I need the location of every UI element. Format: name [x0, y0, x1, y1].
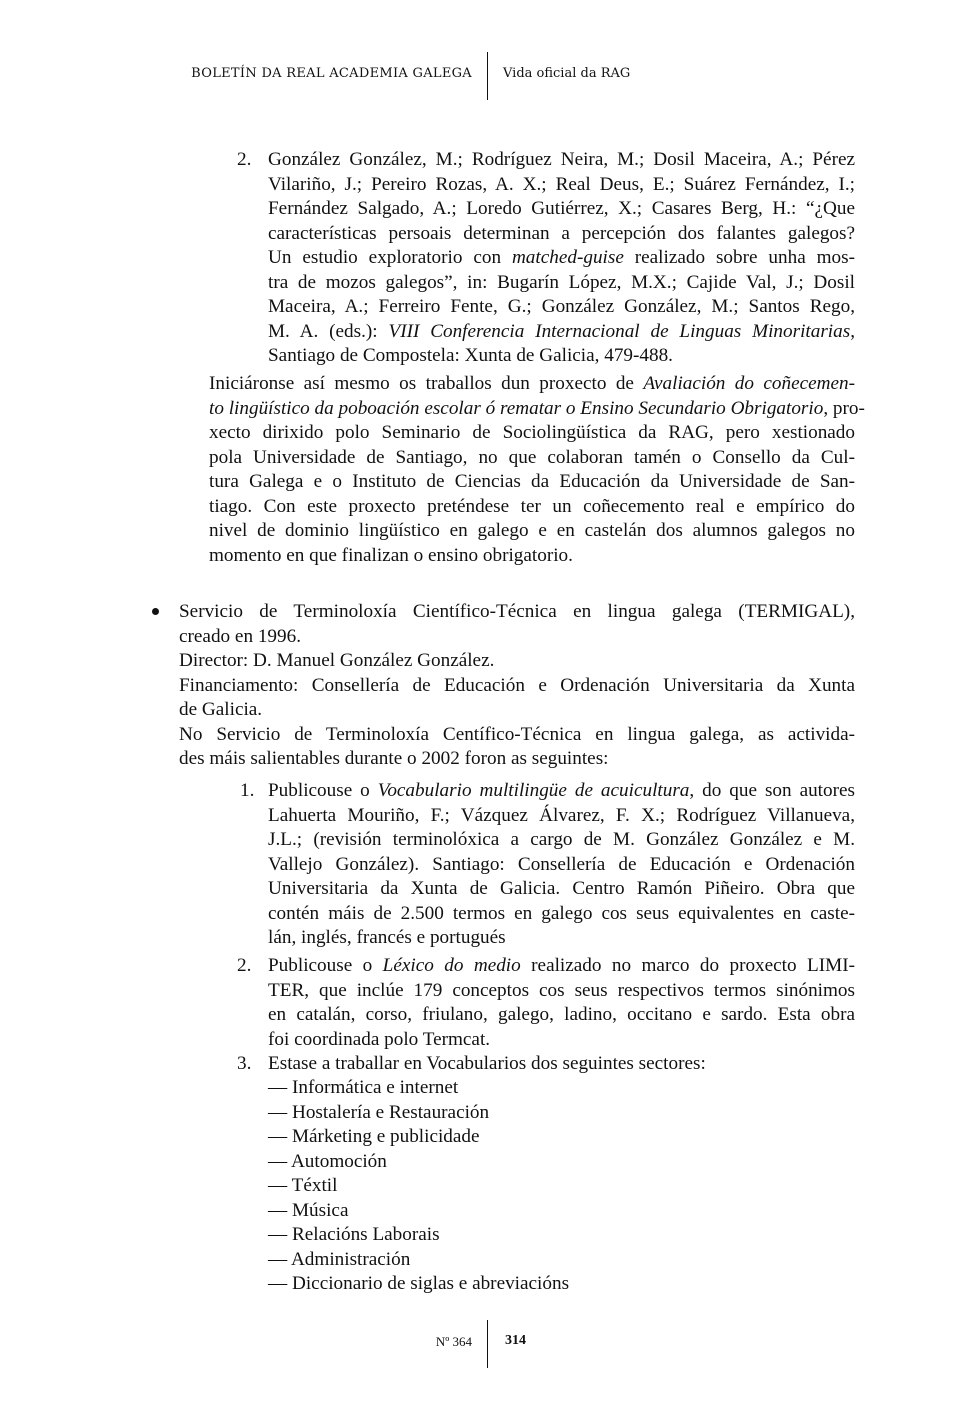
sector-item: — Automoción [268, 1150, 387, 1172]
dash-icon: — [268, 1150, 291, 1172]
activity-line: en catalán, corso, friulano, galego, ladino, occitano e sardo. Esta obra [268, 1004, 855, 1025]
issue-number: Nº 364 [435, 1334, 472, 1349]
reference-line: tra de mozos galegos”, in: Bugarín López, M.X.; Cajide Val, J.; Dosil [268, 271, 855, 293]
reference-line: Santiago de Compostela: Xunta de Galicia, 479-488. [268, 345, 673, 366]
activity-number: 3. [237, 1053, 252, 1074]
running-footer [0, 1320, 975, 1370]
activity-2 [268, 954, 855, 1052]
activity-line: Publicouse o Vocabulario multilingüe de acuicultura, do que son autores [268, 780, 855, 801]
sector-item: — Música [268, 1199, 349, 1221]
section-title-line: Servicio de Terminoloxía Científico-Técnica en lingua galega (TERMIGAL), [179, 601, 855, 622]
intro-line: des máis salientables durante o 2002 foron as seguintes: [179, 748, 609, 769]
termigal-section [179, 600, 855, 772]
reference-line: características persoais determinan a percepción dos falantes galegos? [268, 222, 855, 244]
intro-line: No Servicio de Terminoloxía Centífico-Técnica en lingua galega, as activida- [179, 723, 855, 745]
dash-icon: — [268, 1175, 292, 1196]
funding-line: Financiamento: Consellería de Educación e Ordenación Universitaria da Xunta [179, 674, 855, 696]
sector-item: — Hostalería e Restauración [268, 1101, 490, 1123]
activity-line: J.L.; (revisión terminolóxica a cargo de M. González González e M. [268, 829, 855, 850]
activity-line: Lahuerta Mouriño, F.; Vázquez Álvarez, F. X.; Rodríguez Villanueva, [268, 804, 855, 826]
funding-line: de Galicia. [179, 699, 263, 720]
dash-icon: — [268, 1224, 292, 1245]
reference-text [268, 148, 855, 369]
section-title-line: creado en 1996. [179, 625, 302, 647]
dash-icon: — [268, 1126, 292, 1147]
sector-item: — Relacións Laborais [268, 1224, 440, 1245]
running-header [0, 52, 975, 100]
reference-line: Un estudio exploratorio con matched-guise realizado sobre unha mos- [268, 247, 855, 268]
activity-line: TER, que inclúe 179 conceptos cos seus respectivos termos sinónimos [268, 979, 855, 1001]
sector-item: — Administración [268, 1248, 411, 1270]
sector-item: — Informática e internet [268, 1077, 459, 1098]
director-line: Director: D. Manuel González González. [179, 650, 495, 671]
sector-item: — Diccionario de siglas e abreviacións [268, 1273, 570, 1294]
dash-icon: — [268, 1101, 292, 1123]
paragraph-line: momento en que finalizan o ensino obrigatorio. [209, 544, 573, 566]
dash-icon: — [268, 1248, 291, 1270]
sector-list [268, 1076, 668, 1297]
activity-line: Estase a traballar en Vocabularios dos seguintes sectores: [268, 1053, 706, 1074]
activity-3 [268, 1052, 855, 1077]
reference-number: 2. [237, 149, 252, 170]
activity-line: foi coordinada polo Termcat. [268, 1028, 491, 1050]
reference-line: Maceira, A.; Ferreiro Fente, G.; González González, M.; Santos Rego, [268, 296, 855, 317]
reference-line: González González, M.; Rodríguez Neira, M.; Dosil Maceira, A.; Pérez [268, 149, 855, 170]
page-number: 314 [505, 1333, 526, 1348]
activity-number: 2. [237, 955, 252, 976]
paragraph-line: tura Galega e o Instituto de Ciencias da Educación da Universidade de San- [209, 471, 855, 492]
dash-icon: — [268, 1077, 292, 1098]
paragraph-line: xecto dirixido polo Seminario de Sociolingüística da RAG, pero xestionado [209, 422, 855, 443]
paragraph-line: pola Universidade de Santiago, no que colaboran tamén o Consello da Cul- [209, 446, 855, 468]
reference-line: Vilariño, J.; Pereiro Rozas, A. X.; Real Deus, E.; Suárez Fernández, I.; [268, 173, 855, 195]
paragraph-line: tiago. Con este proxecto preténdese ter un coñecemento real e empírico do [209, 495, 855, 517]
dash-icon: — [268, 1273, 292, 1294]
activity-line: Vallejo González). Santiago: Consellería de Educación e Ordenación [268, 853, 855, 875]
sector-item: — Márketing e publicidade [268, 1126, 480, 1147]
paragraph-line: to lingüístico da poboación escolar ó rematar o Ensino Secundario Obrigatorio, pro- [209, 397, 865, 419]
journal-title: BOLETÍN DA REAL ACADEMIA GALEGA [191, 66, 472, 81]
activity-1 [268, 779, 855, 951]
activity-number: 1. [240, 780, 255, 801]
section-title: Vida oficial da RAG [503, 66, 631, 81]
activity-line: Publicouse o Léxico do medio realizado no marco do proxecto LIMI- [268, 955, 855, 976]
footer-divider [487, 1320, 488, 1368]
reference-line: M. A. (eds.): VIII Conferencia Internacional de Linguas Minoritarias, [268, 320, 855, 342]
paragraph-line: Iniciáronse así mesmo os traballos dun proxecto de Avaliación do coñecemen- [209, 373, 856, 394]
dash-icon: — [268, 1199, 292, 1221]
activity-line: lán, inglés, francés e portugués [268, 927, 506, 948]
paragraph-line: nivel de dominio lingüístico en galego e en castelán dos alumnos galegos no [209, 520, 855, 541]
sector-item: — Téxtil [268, 1175, 338, 1196]
activity-line: Universitaria da Xunta de Galicia. Centro Ramón Piñeiro. Obra que [268, 878, 855, 899]
header-divider [487, 52, 488, 100]
project-paragraph [209, 372, 865, 568]
reference-line: Fernández Salgado, A.; Loredo Gutiérrez, X.; Casares Berg, H.: “¿Que [268, 198, 855, 219]
activity-line: contén máis de 2.500 termos en galego cos seus equivalentes en caste- [268, 902, 855, 924]
bullet-icon [152, 608, 159, 615]
